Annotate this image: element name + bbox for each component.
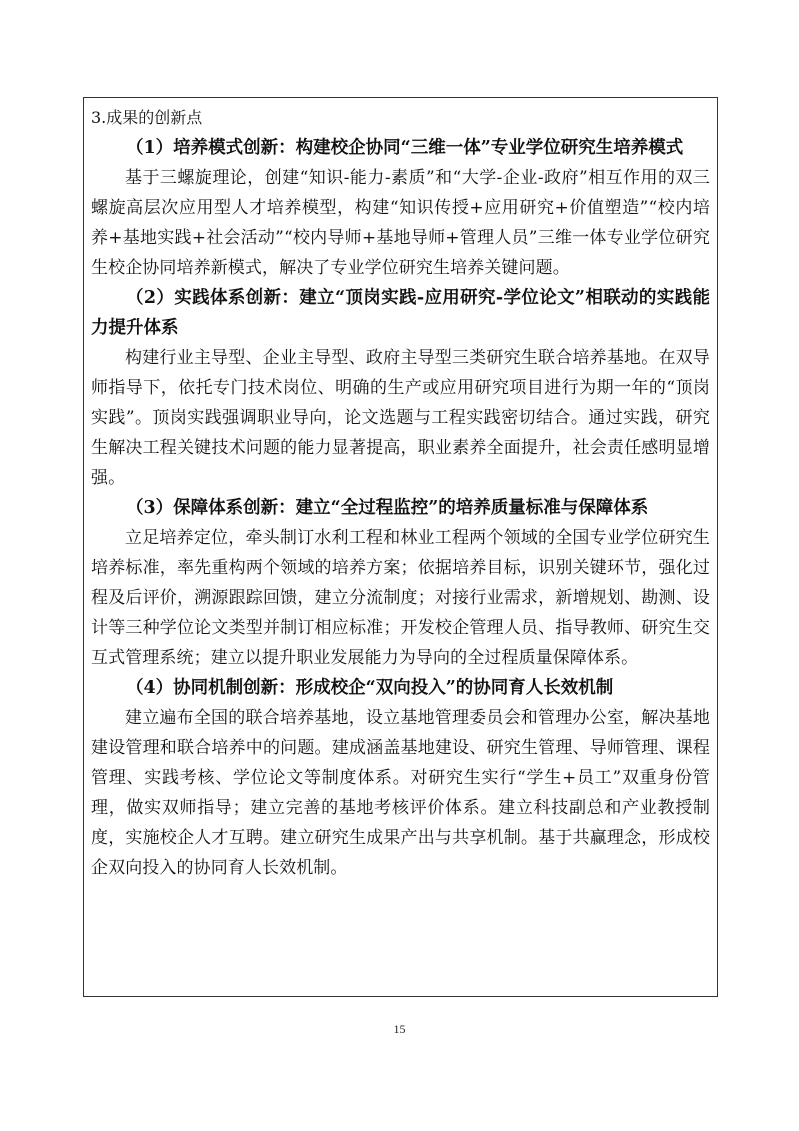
content-frame bbox=[83, 97, 718, 997]
item-body-3: 立足培养定位，牵头制订水利工程和林业工程两个领域的全国专业学位研究生培养标准，率先重构两个领域的培养方案；依据培养目标，识别关键环节，强化过程及后评价，溯源跟踪回馈，建立分流制度；对接行业需求，新增规划、勘测、设计等三种学位论文类型并制订相应标准；开发校企管理人员、指导教师、研究生交互式管理系统；建立以提升职业发展能力为导向的全过程质量保障体系。 bbox=[91, 528, 710, 668]
item-heading-2: （2）实践体系创新：建立“顶岗实践-应用研究-学位论文”相联动的实践能力提升体系 bbox=[91, 288, 710, 338]
item-heading-3: （3）保障体系创新：建立“全过程监控”的培养质量标准与保障体系 bbox=[126, 498, 649, 518]
item-heading-4: （4）协同机制创新：形成校企“双向投入”的协同育人长效机制 bbox=[126, 678, 614, 698]
item-body-2: 构建行业主导型、企业主导型、政府主导型三类研究生联合培养基地。在双导师指导下，依托专门技术岗位、明确的生产或应用研究项目进行为期一年的“顶岗实践”。顶岗实践强调职业导向，论文选题与工程实践密切结合。通过实践，研究生解决工程关键技术问题的能力显著提高，职业素养全面提升，社会责任感明显增强。 bbox=[91, 348, 710, 488]
item-body-1: 基于三螺旋理论，创建“知识-能力-素质”和“大学-企业-政府”相互作用的双三螺旋高层次应用型人才培养模型，构建“知识传授+应用研究+价值塑造”“校内培养+基地实践+社会活动”“校内导师+基地导师+管理人员”三维一体专业学位研究生校企协同培养新模式，解决了专业学位研究生培养关键问题。 bbox=[91, 168, 710, 278]
item-heading-1: （1）培养模式创新：构建校企协同“三维一体”专业学位研究生培养模式 bbox=[126, 138, 684, 158]
section-title: 3.成果的创新点 bbox=[91, 108, 203, 127]
page-number: 15 bbox=[393, 1022, 406, 1036]
item-body-4: 建立遍布全国的联合培养基地，设立基地管理委员会和管理办公室，解决基地建设管理和联合培养中的问题。建成涵盖基地建设、研究生管理、导师管理、课程管理、实践考核、学位论文等制度体系。对研究生实行“学生+员工”双重身份管理，做实双师指导；建立完善的基地考核评价体系。建立科技副总和产业教授制度，实施校企人才互聘。建立研究生成果产出与共享机制。基于共赢理念，形成校企双向投入的协同育人长效机制。 bbox=[91, 708, 710, 878]
